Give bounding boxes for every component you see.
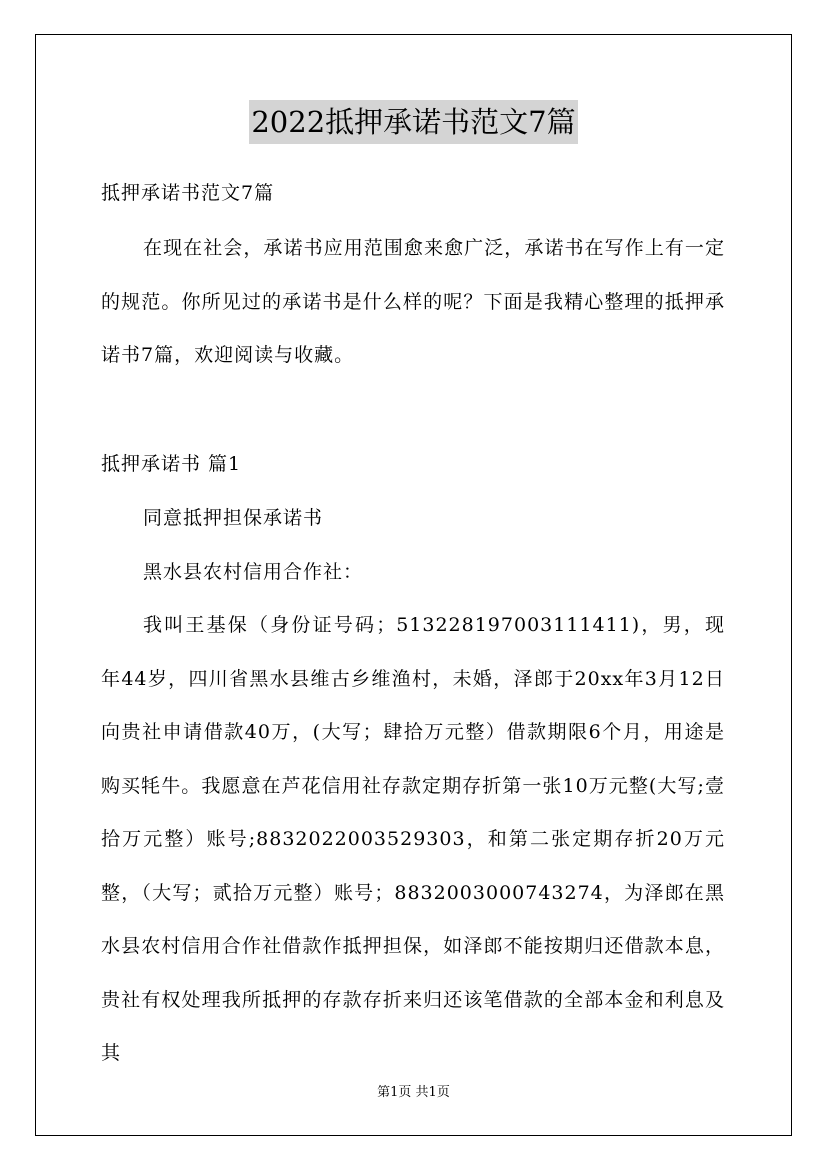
intro-paragraph: 在现在社会，承诺书应用范围愈来愈广泛，承诺书在写作上有一定的规范。你所见过的承诺书是什么样的呢？下面是我精心整理的抵押承诺书7篇，欢迎阅读与收藏。 [101,237,725,366]
letter-body-block [101,599,725,1081]
title-container [0,100,827,144]
document-subtitle: 抵押承诺书范文7篇 [101,182,275,204]
letter-addressee: 黑水县农村信用合作社： [143,561,364,583]
section-heading: 抵押承诺书 篇1 [101,453,242,475]
page-footer: 第1页 共1页 [377,1085,450,1100]
letter-title: 同意抵押担保承诺书 [143,507,324,529]
document-title: 2022抵押承诺书范文7篇 [249,100,577,144]
intro-block [101,222,725,383]
letter-body-paragraph: 我叫王基保（身份证号码；513228197003111411)，男，现年44岁，四川省黑水县维古乡维渔村，未婚，泽郎于20xx年3月12日向贵社申请借款40万，(大写；肆拾万元整）借款期限6个月，用途是购买牦牛。我愿意在芦花信用社存款定期存折第一张10万元整(大写;壹拾万元整）账号;8832022003529303，和第二张定期存折20万元整，（大写；贰拾万元整）账号；8832003000743274，为泽郎在黑水县农村信用合作社借款作抵押担保，如泽郎不能按期归还借款本息，贵社有权处理我所抵押的存款存折来归还该笔借款的全部本金和利息及其 [101,614,725,1064]
